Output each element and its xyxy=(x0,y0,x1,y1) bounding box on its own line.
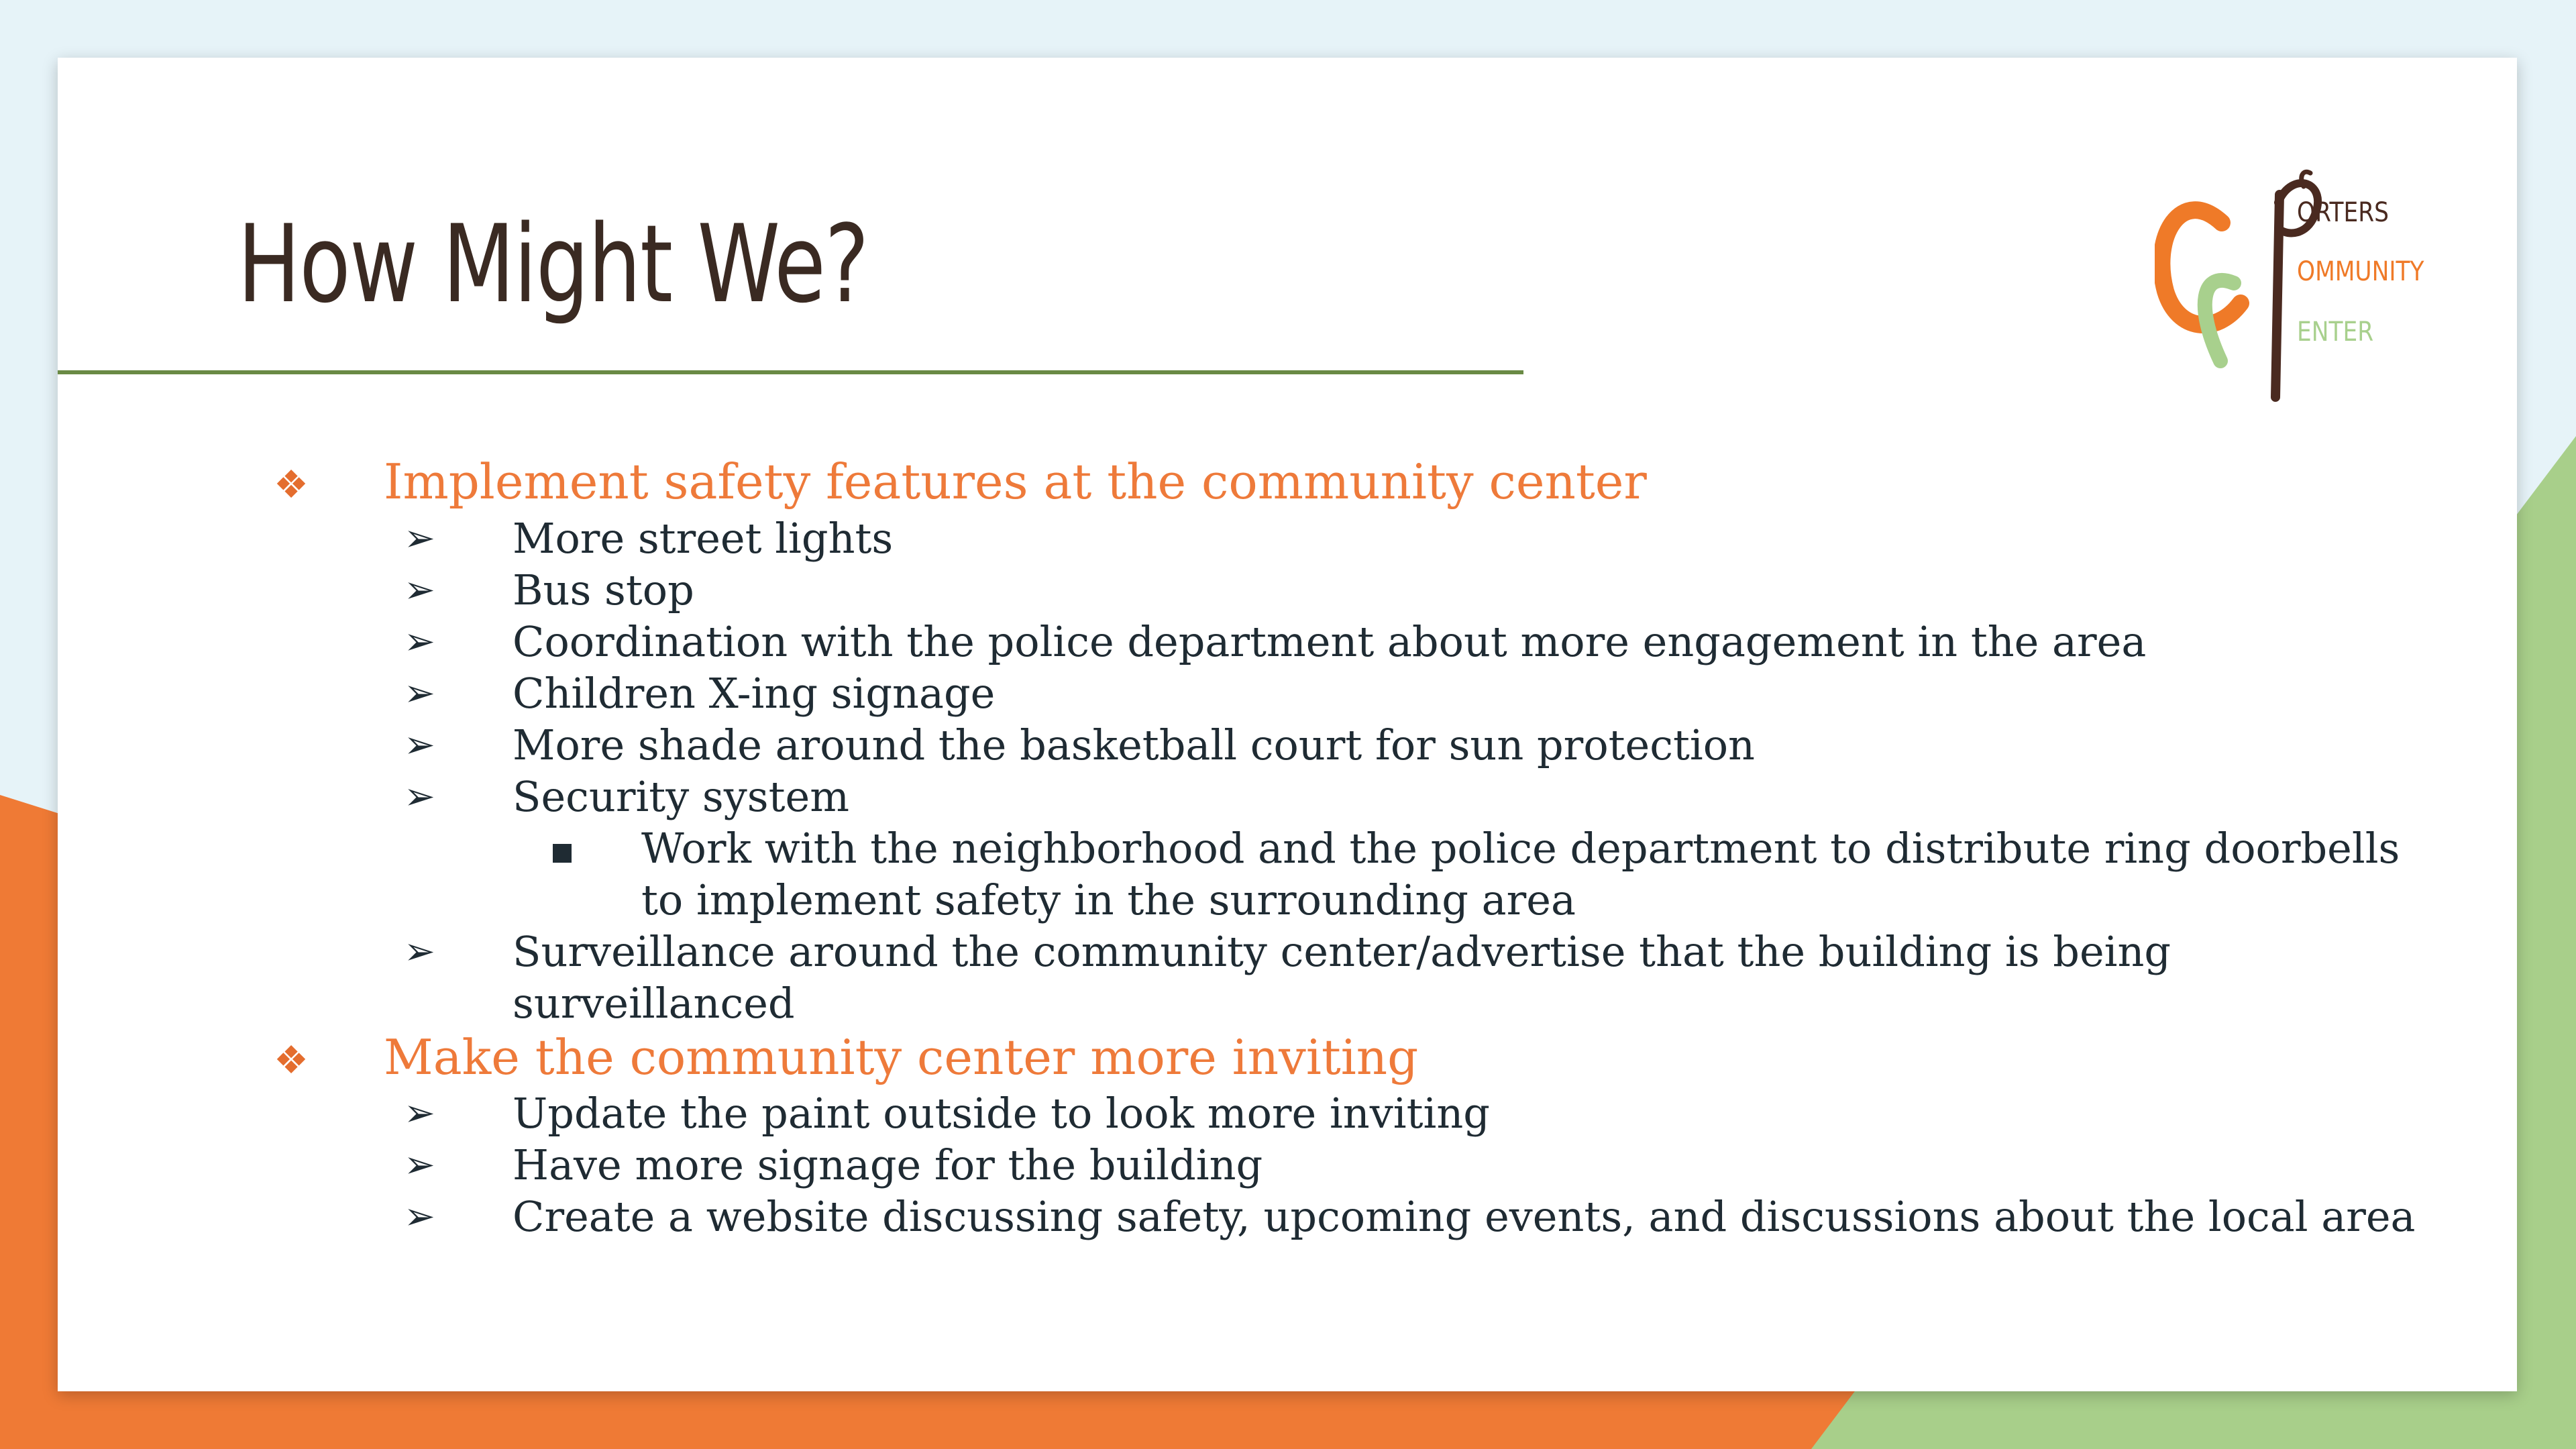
list-item: Bus stop xyxy=(513,566,694,614)
slide xyxy=(58,58,2517,1391)
arrow-bullet-icon: ➢ xyxy=(404,517,435,560)
list-item: Children X-ing signage xyxy=(513,669,996,718)
list-item: Update the paint outside to look more inviting xyxy=(513,1089,1490,1138)
list-item: Security system xyxy=(513,772,849,821)
arrow-bullet-icon: ➢ xyxy=(404,930,435,973)
diamond-bullet-icon: ❖ xyxy=(274,1037,309,1083)
section-heading-inviting: Make the community center more inviting xyxy=(384,1029,1419,1085)
list-item-line2: surveillanced xyxy=(513,979,795,1028)
arrow-bullet-icon: ➢ xyxy=(404,723,435,767)
list-item: More shade around the basketball court for sun protection xyxy=(513,720,1755,769)
logo-text-center: ENTER xyxy=(2297,317,2374,347)
logo-text-community: OMMUNITY xyxy=(2297,256,2424,287)
bullet-content xyxy=(58,58,2517,1391)
arrow-bullet-icon: ➢ xyxy=(404,775,435,818)
diamond-bullet-icon: ❖ xyxy=(274,462,309,507)
square-bullet-icon xyxy=(553,844,572,863)
section-heading-safety: Implement safety features at the community center xyxy=(384,453,1647,510)
list-item: More street lights xyxy=(513,514,894,563)
arrow-bullet-icon: ➢ xyxy=(404,1143,435,1187)
logo-text-porters: ORTERS xyxy=(2297,197,2389,228)
list-item: Create a website discussing safety, upcoming events, and discussions about the local area xyxy=(513,1192,2416,1241)
arrow-bullet-icon: ➢ xyxy=(404,672,435,715)
slide-title: How Might We? xyxy=(237,201,869,327)
list-item-line1: Surveillance around the community center/advertise that the building is being xyxy=(513,927,2171,976)
sub-list-item-line2: to implement safety in the surrounding area xyxy=(641,875,1576,924)
arrow-bullet-icon: ➢ xyxy=(404,620,435,663)
list-item: Coordination with the police department about more engagement in the area xyxy=(513,617,2147,666)
arrow-bullet-icon: ➢ xyxy=(404,1091,435,1135)
arrow-bullet-icon: ➢ xyxy=(404,1195,435,1238)
list-item: Have more signage for the building xyxy=(513,1140,1263,1189)
arrow-bullet-icon: ➢ xyxy=(404,568,435,612)
sub-list-item-line1: Work with the neighborhood and the police department to distribute ring doorbells xyxy=(641,824,2400,873)
